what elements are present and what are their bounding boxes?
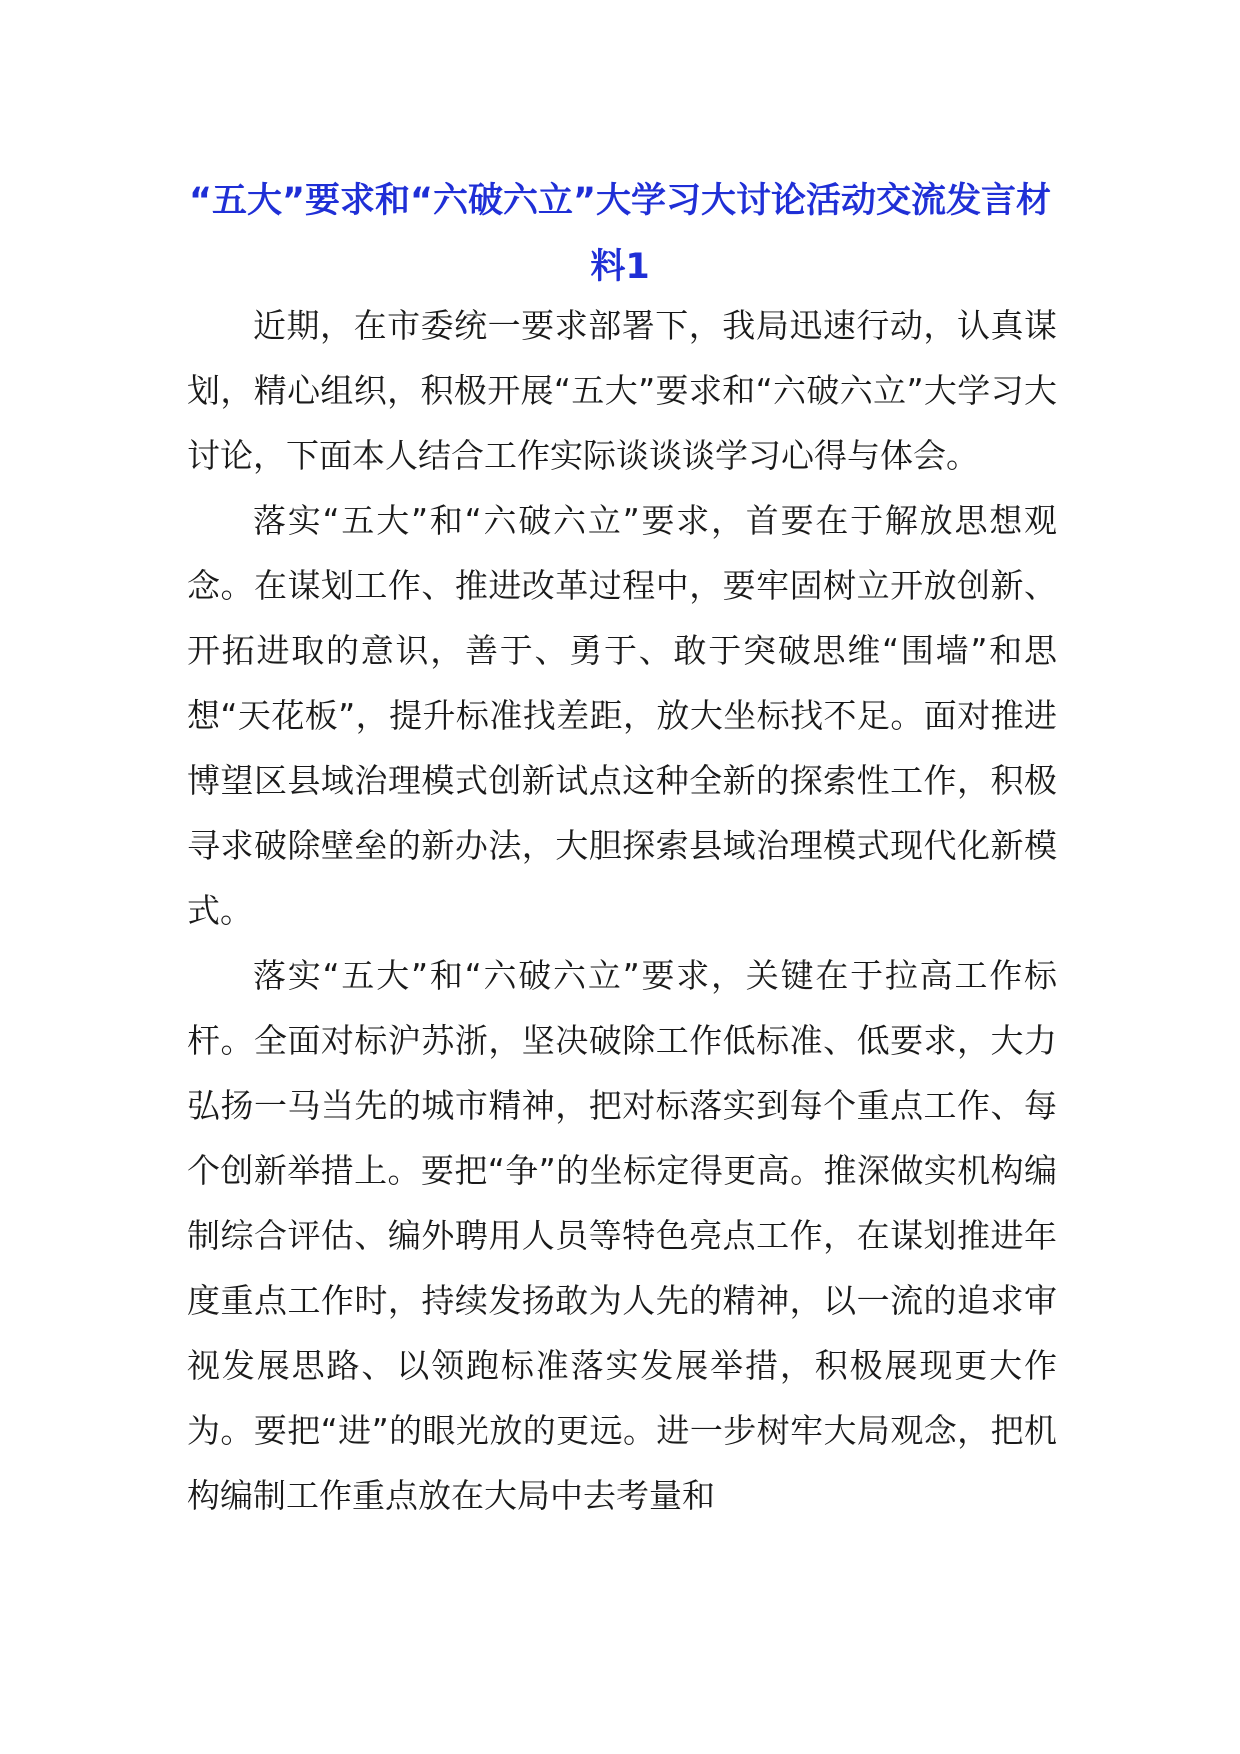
paragraph-thinking: 落实“五大”和“六破六立”要求，首要在于解放思想观念。在谋划工作、推进改革过程中，要牢固树立开放创新、开拓进取的意识，善于、勇于、敢于突破思维“围墙”和思想“天花板”，提升标准找差距，放大坐标找不足。面对推进博望区县域治理模式创新试点这种全新的探索性工作，积极寻求破除壁垒的新办法，大胆探索县域治理模式现代化新模式。 — [187, 501, 1057, 930]
document-title: “五大”要求和“六破六立”大学习大讨论活动交流发言材料1 — [188, 181, 1051, 287]
paragraph-intro: 近期，在市委统一要求部署下，我局迅速行动，认真谋划，精心组织，积极开展“五大”要求和“六破六立”大学习大讨论，下面本人结合工作实际谈谈谈学习心得与体会。 — [187, 306, 1057, 475]
paragraph-standards: 落实“五大”和“六破六立”要求，关键在于拉高工作标杆。全面对标沪苏浙，坚决破除工作低标准、低要求，大力弘扬一马当先的城市精神，把对标落实到每个重点工作、每个创新举措上。要把“争”的坐标定得更高。推深做实机构编制综合评估、编外聘用人员等特色亮点工作，在谋划推进年度重点工作时，持续发扬敢为人先的精神，以一流的追求审视发展思路、以领跑标准落实发展举措，积极展现更大作为。要把“进”的眼光放的更远。进一步树牢大局观念，把机构编制工作重点放在大局中去考量和 — [187, 956, 1057, 1515]
document-body — [187, 293, 1057, 1528]
